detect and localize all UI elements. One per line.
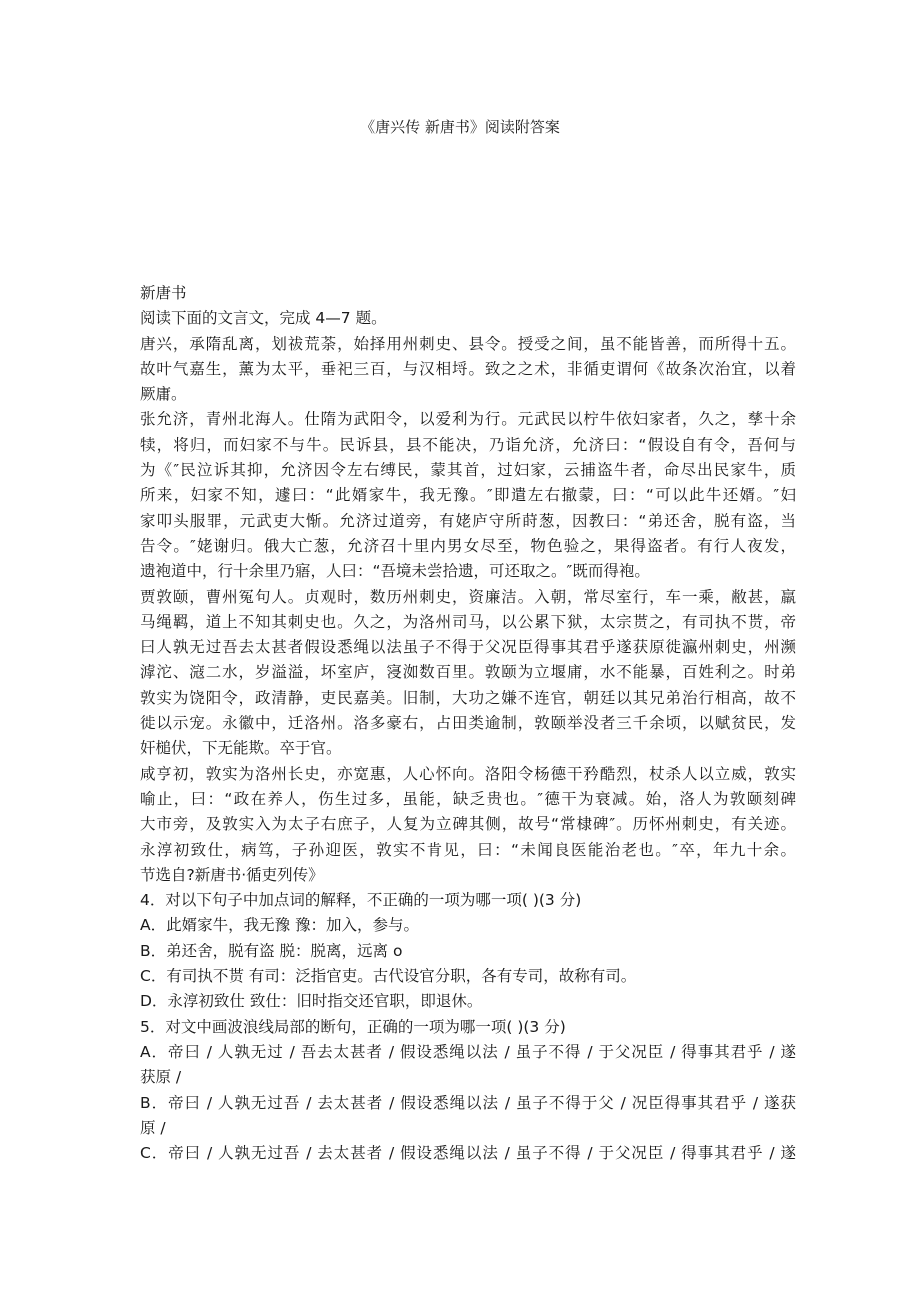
question-line: 获原 / [140, 1068, 182, 1087]
paragraph-line: 滹沱、滱二水，岁溢溢，坏室庐，寖洳数百里。敦颐为立堰庯，水不能暴，百姓利之。时弟 [140, 663, 796, 682]
paragraph-line: 家叩头服罪，元武吏大惭。允济过道旁，有姥庐守所莳葱，因教曰：“弟还舍，脱有盗，当 [140, 511, 796, 530]
document-body [140, 281, 796, 1166]
question-line: B．弟还舍，脱有盗 脱：脱离，远离 o [140, 941, 403, 960]
paragraph-line: 告令。″姥谢归。俄大亡葱，允济召十里内男女尽至，物色验之，果得盗者。有行人夜发， [140, 536, 796, 555]
question-line: B．帝曰 / 人孰无过吾 / 去太甚者 / 假设悉绳以法 / 虽子不得于父 / 况臣得事其君乎 / 遂获 [140, 1093, 796, 1112]
paragraph-line: 马绳羁，道上不知其刺史也。久之，为洛州司马，以公累下狱，太宗贳之，有司执不贳，帝 [140, 612, 796, 631]
question-line: 4．对以下句子中加点词的解释，不正确的一项为哪一项( )(3 分) [140, 891, 582, 910]
paragraph-line: 永淳初致仕，病笃，子孙迎医，敦实不肯见，曰：“未闻良医能治老也。″卒，年九十余。 [140, 840, 796, 859]
paragraph-line: 唐兴，承隋乱离，划祓荒荼，始择用州刺史、县令。授受之间，虽不能皆善，而所得十五。 [140, 334, 796, 353]
question-line: A．帝曰 / 人孰无过 / 吾去太甚者 / 假设悉绳以法 / 虽子不得 / 于父况臣 / 得事其君乎 / 遂 [140, 1042, 796, 1061]
question-line: D．永淳初致仕 致仕：旧时指交还官职，即退休。 [140, 992, 483, 1011]
paragraph-line: 喻止，曰：“政在养人，伤生过多，虽能，缺乏贵也。″德干为衰减。始，洛人为敦颐刻碑 [140, 789, 796, 808]
paragraph-line: 犊，将归，而妇家不与牛。民诉县，县不能决，乃诣允济，允济曰：“假设自有令，吾何与 [140, 435, 796, 454]
question-line: 原 / [140, 1118, 166, 1137]
paragraph-line: 徙以示宠。永徽中，迁洛州。洛多豪右，占田类逾制，敦颐举没者三千余顷，以赋贫民，发 [140, 714, 796, 733]
paragraph-line: 贾敦颐，曹州冤句人。贞观时，数历州刺史，资廉洁。入朝，常尽室行，车一乘，敝甚，羸 [140, 587, 796, 606]
paragraph-line: 敦实为饶阳令，政清静，吏民嘉美。旧制，大功之嫌不连官，朝廷以其兄弟治行相高，故不 [140, 688, 796, 707]
paragraph-line: 节选自?新唐书·循吏列传》 [140, 865, 324, 884]
paragraph-line: 为《″民泣诉其抑，允济因令左右缚民，蒙其首，过妇家，云捕盗牛者，命尽出民家牛，质 [140, 461, 796, 480]
paragraph-line: 阅读下面的文言文，完成 4—7 题。 [140, 309, 387, 328]
section-heading: 新唐书 [140, 284, 187, 302]
paragraph-line: 奸槌伏，下无能欺。卒于官。 [140, 739, 342, 758]
question-line: A．此婿家牛，我无豫 豫：加入，参与。 [140, 916, 420, 935]
paragraph-line: 大市旁，及敦实入为太子右庶子，人复为立碑其侧，故号“常棣碑″。历怀州刺史，有关迹。 [140, 815, 796, 834]
paragraph-line: 遗袍道中，行十余里乃寤，人曰：“吾境未尝拾遗，可还取之。″既而得袍。 [140, 562, 650, 581]
question-line: C．帝曰 / 人孰无过吾 / 去太甚者 / 假设悉绳以法 / 虽子不得 / 于父况臣 / 得事其君乎 / 遂 [140, 1144, 796, 1163]
paragraph-line: 所来，妇家不知，遽曰：“此婿家牛，我无豫。″即遣左右撤蒙，曰：“可以此牛还婿。″妇 [140, 486, 796, 505]
paragraph-line: 曰人孰无过吾去太甚者假设悉绳以法虽子不得于父况臣得事其君乎遂获原徙瀛州刺史，州濒 [140, 638, 796, 657]
paragraph-line: 张允济，青州北海人。仕隋为武阳令，以爱利为行。元武民以柠牛依妇家者，久之，孳十余 [140, 410, 796, 429]
paragraph-line: 厥庸。 [140, 385, 187, 404]
question-line: C．有司执不贳 有司：泛指官吏。古代设官分职，各有专司，故称有司。 [140, 967, 637, 986]
paragraph-line: 咸亨初，敦实为洛州长史，亦宽惠，人心怀向。洛阳令杨德干矜酷烈，杖杀人以立威，敦实 [140, 764, 796, 783]
document-title: 《唐兴传 新唐书》阅读附答案 [360, 118, 560, 136]
question-line: 5．对文中画波浪线局部的断句，正确的一项为哪一项( )(3 分) [140, 1017, 566, 1036]
paragraph-line: 故叶气嘉生，薰为太平，垂祀三百，与汉相埒。致之之术，非循吏谓何《故条次治宜，以着 [140, 359, 796, 378]
